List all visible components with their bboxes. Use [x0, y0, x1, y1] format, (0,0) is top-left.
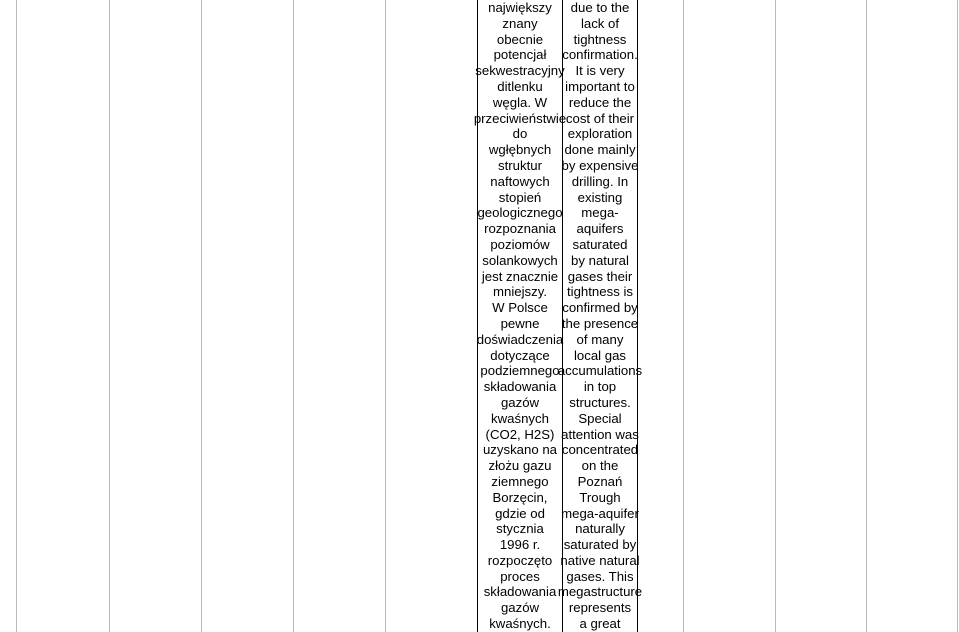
grid-line [957, 0, 958, 632]
polish-text-line: mniejszy. [493, 284, 547, 300]
polish-text-line: kwaśnych [491, 410, 549, 426]
english-text-line: concentrated [561, 442, 639, 458]
english-text-line: in top [583, 379, 617, 395]
polish-text-line: gazów [500, 600, 540, 616]
grid-line [16, 0, 17, 632]
english-text-line: native natural [560, 552, 640, 568]
english-text-line: confirmed by [562, 300, 638, 316]
english-text-line: by natural [571, 252, 629, 268]
grid-line [109, 0, 110, 632]
english-text-line: Poznań [577, 473, 623, 489]
polish-text-line: stopień [498, 189, 542, 205]
english-text-line: saturated by [563, 537, 637, 553]
english-text-line: a great [579, 616, 621, 632]
polish-text-line: poziomów [490, 236, 550, 252]
english-text-line: exploration [567, 126, 633, 142]
polish-text-line: znany [502, 15, 538, 31]
english-text-line: the presence [561, 315, 639, 331]
english-text-line: aquifers [576, 221, 624, 237]
english-text-line: megastructure [557, 584, 643, 600]
polish-text-line: Borzęcin, [492, 489, 548, 505]
english-text-line: tightness is [567, 284, 633, 300]
polish-text-line: największy [488, 0, 552, 15]
polish-text-line: przeciwieństwie [473, 110, 567, 126]
polish-text-line: stycznia [496, 521, 544, 537]
english-text-line: local gas [573, 347, 627, 363]
english-text-line: structures. [569, 394, 631, 410]
polish-text-line: sekwestracyjny [475, 63, 565, 79]
english-text-line: Trough [579, 489, 621, 505]
english-text-line: by expensive [561, 157, 639, 173]
polish-text-line: podziemnego [480, 363, 560, 379]
english-text-line: saturated [572, 236, 628, 252]
polish-text-line: dotyczące [490, 347, 550, 363]
polish-text-line: W Polsce [492, 300, 548, 316]
polish-text-line: pewne [500, 315, 540, 331]
polish-text-line: (CO2, H2S) [485, 426, 555, 442]
english-text-line: of many [576, 331, 624, 347]
grid-line [775, 0, 776, 632]
english-text-line: done mainly [564, 142, 636, 158]
polish-text-line: gdzie od [495, 505, 545, 521]
english-text-line: gases. This [566, 568, 634, 584]
grid-line [201, 0, 202, 632]
polish-text-line: solankowych [482, 252, 558, 268]
grid-line [866, 0, 867, 632]
polish-text-line: doświadczenia [476, 331, 564, 347]
polish-text-line: węgla. W [492, 94, 548, 110]
polish-text-line: złożu gazu [488, 458, 552, 474]
polish-text-line: proces [500, 568, 540, 584]
polish-text-line: geologicznego [477, 205, 563, 221]
english-text-line: gases their [567, 268, 633, 284]
polish-text-line: rozpoznania [484, 221, 556, 237]
polish-text-line: kwaśnych. [489, 616, 551, 632]
english-text-line: important to [565, 78, 635, 94]
english-text-line: on the [581, 458, 619, 474]
polish-text-line: ditlenku [497, 78, 543, 94]
polish-text-line: wgłębnych [488, 142, 552, 158]
english-text-line: Special [578, 410, 622, 426]
grid-line [385, 0, 386, 632]
polish-text-line: obecnie [496, 31, 544, 47]
english-text-line: cost of their [565, 110, 635, 126]
english-text-line: existing [577, 189, 623, 205]
english-text-column [555, 0, 645, 632]
english-text-line: accumulations [557, 363, 643, 379]
english-text-line: reduce the [568, 94, 632, 110]
grid-line [293, 0, 294, 632]
english-text-line: attention was [561, 426, 639, 442]
polish-text-line: 1996 r. [499, 537, 541, 553]
polish-text-line: potencjał [493, 47, 547, 63]
grid-line [683, 0, 684, 632]
english-text-line: represents [568, 600, 632, 616]
polish-text-line: uzyskano na [482, 442, 558, 458]
polish-text-line: składowania [483, 584, 557, 600]
polish-text-line: składowania [483, 379, 557, 395]
english-text-line: mega- [581, 205, 619, 221]
english-text-line: drilling. In [571, 173, 629, 189]
polish-text-line: rozpoczęto [487, 552, 553, 568]
english-text-line: tightness [573, 31, 627, 47]
english-text-line: lack of [580, 15, 620, 31]
polish-text-line: do [512, 126, 528, 142]
english-text-line: confirmation. [562, 47, 638, 63]
english-text-line: naturally [575, 521, 625, 537]
polish-text-line: ziemnego [491, 473, 549, 489]
polish-text-line: struktur [498, 157, 542, 173]
polish-text-line: jest znacznie [481, 268, 559, 284]
english-text-line: It is very [575, 63, 625, 79]
english-text-line: mega-aquifer [561, 505, 639, 521]
polish-text-line: naftowych [490, 173, 550, 189]
english-text-line: due to the [570, 0, 630, 15]
polish-text-line: gazów [500, 394, 540, 410]
